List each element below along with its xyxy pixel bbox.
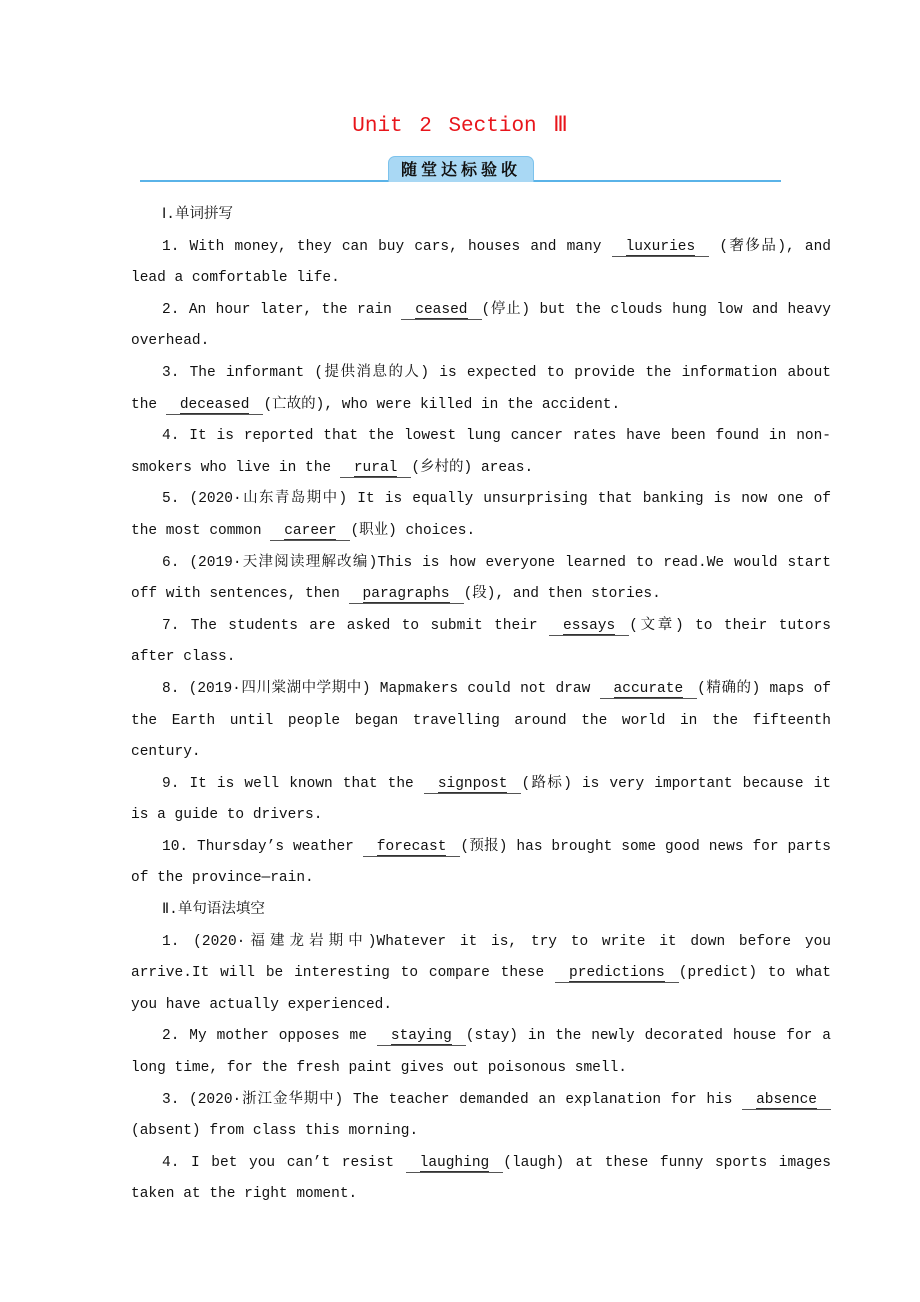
item-text: 4. It is reported that the lowest lung cancer rates have been found in non-smokers who live in the [131,428,831,476]
item-text: (路标) is very important because it is a guide to drivers. [131,775,831,824]
answer-blank [600,680,698,699]
answer-blank [401,301,481,320]
section-banner: 随堂达标验收 [388,156,534,182]
item-text: (亡故的), who were killed in the accident. [263,396,621,413]
exercise-item [131,927,831,1022]
item-text: 8. (2019·四川棠湖中学期中) Mapmakers could not draw [162,680,600,697]
answer-blank [340,459,412,478]
item-text: (奢侈品), and lead a comfortable life. [131,238,831,287]
item-text: 3. (2020·浙江金华期中) The teacher demanded an explanation for his [162,1091,743,1108]
answer-blank [612,238,710,257]
exercise-item [131,295,831,358]
item-text: 9. It is well known that the [162,775,424,792]
item-text: 1. (2020·福建龙岩期中)Whatever it is, try to write it down before you arrive.It will be interesting to compare these [131,933,831,982]
answer-blank [424,775,522,794]
answer-blank [406,1154,504,1173]
exercise-content [131,200,831,1211]
item-text: 1. With money, they can buy cars, houses and many [162,238,612,255]
item-text: (段), and then stories. [463,586,661,603]
answer-text: laughing [419,1154,490,1171]
item-text: 7. The students are asked to submit their [162,617,549,634]
item-text: 6. (2019·天津阅读理解改编)This is how everyone learned to read.We would start off with sentences, then [131,554,831,603]
answer-text: absence [756,1091,817,1108]
answer-blank [270,522,350,541]
item-text: 10. Thursday’s weather [162,838,363,855]
answer-text: signpost [437,775,508,792]
answer-text: ceased [415,301,468,318]
item-text: 4. I bet you can’t resist [162,1154,406,1171]
answer-text: predictions [569,965,665,982]
answer-blank [166,396,264,415]
section-heading: Ⅰ.单词拼写 [162,207,233,223]
answer-text: deceased [179,396,250,413]
answer-text: essays [563,617,616,634]
exercise-item [131,1085,831,1148]
item-text: 2. An hour later, the rain [162,301,402,318]
exercise-item [131,611,831,674]
answer-text: luxuries [625,238,696,255]
exercise-item [131,1148,831,1211]
item-text: (乡村的) areas. [411,459,534,476]
answer-text: staying [390,1028,452,1045]
item-text: (精确的) maps of the Earth until people began travelling around the world in the fifteenth century. [131,680,831,761]
item-text: (停止) but the clouds hung low and heavy overhead. [131,301,831,350]
item-text: 5. (2020·山东青岛期中) It is equally unsurprising that banking is now one of the most common [131,491,831,539]
exercise-item [131,232,831,295]
exercise-item [131,548,831,611]
exercise-item [131,769,831,832]
answer-blank [555,964,679,983]
answer-blank [549,617,629,636]
item-text: 3. The informant (提供消息的人) is expected to provide the information about the [131,364,831,413]
page-title: Unit 2 Section Ⅲ [352,115,568,138]
item-text: (predict) to what you have actually experienced. [131,965,831,1013]
item-text: 2. My mother opposes me [162,1028,377,1045]
item-text: (职业) choices. [350,522,476,539]
item-text: (absent) from class this morning. [131,1123,419,1140]
item-text: (预报) has brought some good news for parts of the province—rain. [131,838,831,887]
answer-blank [349,585,464,604]
exercise-item [131,358,831,421]
answer-blank [363,838,461,857]
exercise-item [131,674,831,769]
exercise-item [131,421,831,484]
exercise-item [131,484,831,547]
answer-blank [377,1027,466,1046]
answer-text: forecast [376,838,447,855]
item-text: (stay) in the newly decorated house for a long time, for the fresh paint gives out poisonous smell. [131,1028,831,1077]
section-heading: Ⅱ.单句语法填空 [162,902,265,919]
item-text: (laugh) at these funny sports images taken at the right moment. [131,1154,831,1203]
answer-text: rural [353,459,398,476]
item-text: (文章) to their tutors after class. [131,617,831,666]
answer-text: career [284,522,337,539]
answer-blank [742,1091,831,1110]
answer-text: paragraphs [362,586,450,603]
answer-text: accurate [613,680,684,697]
exercise-item [131,1021,831,1084]
exercise-item [131,832,831,895]
